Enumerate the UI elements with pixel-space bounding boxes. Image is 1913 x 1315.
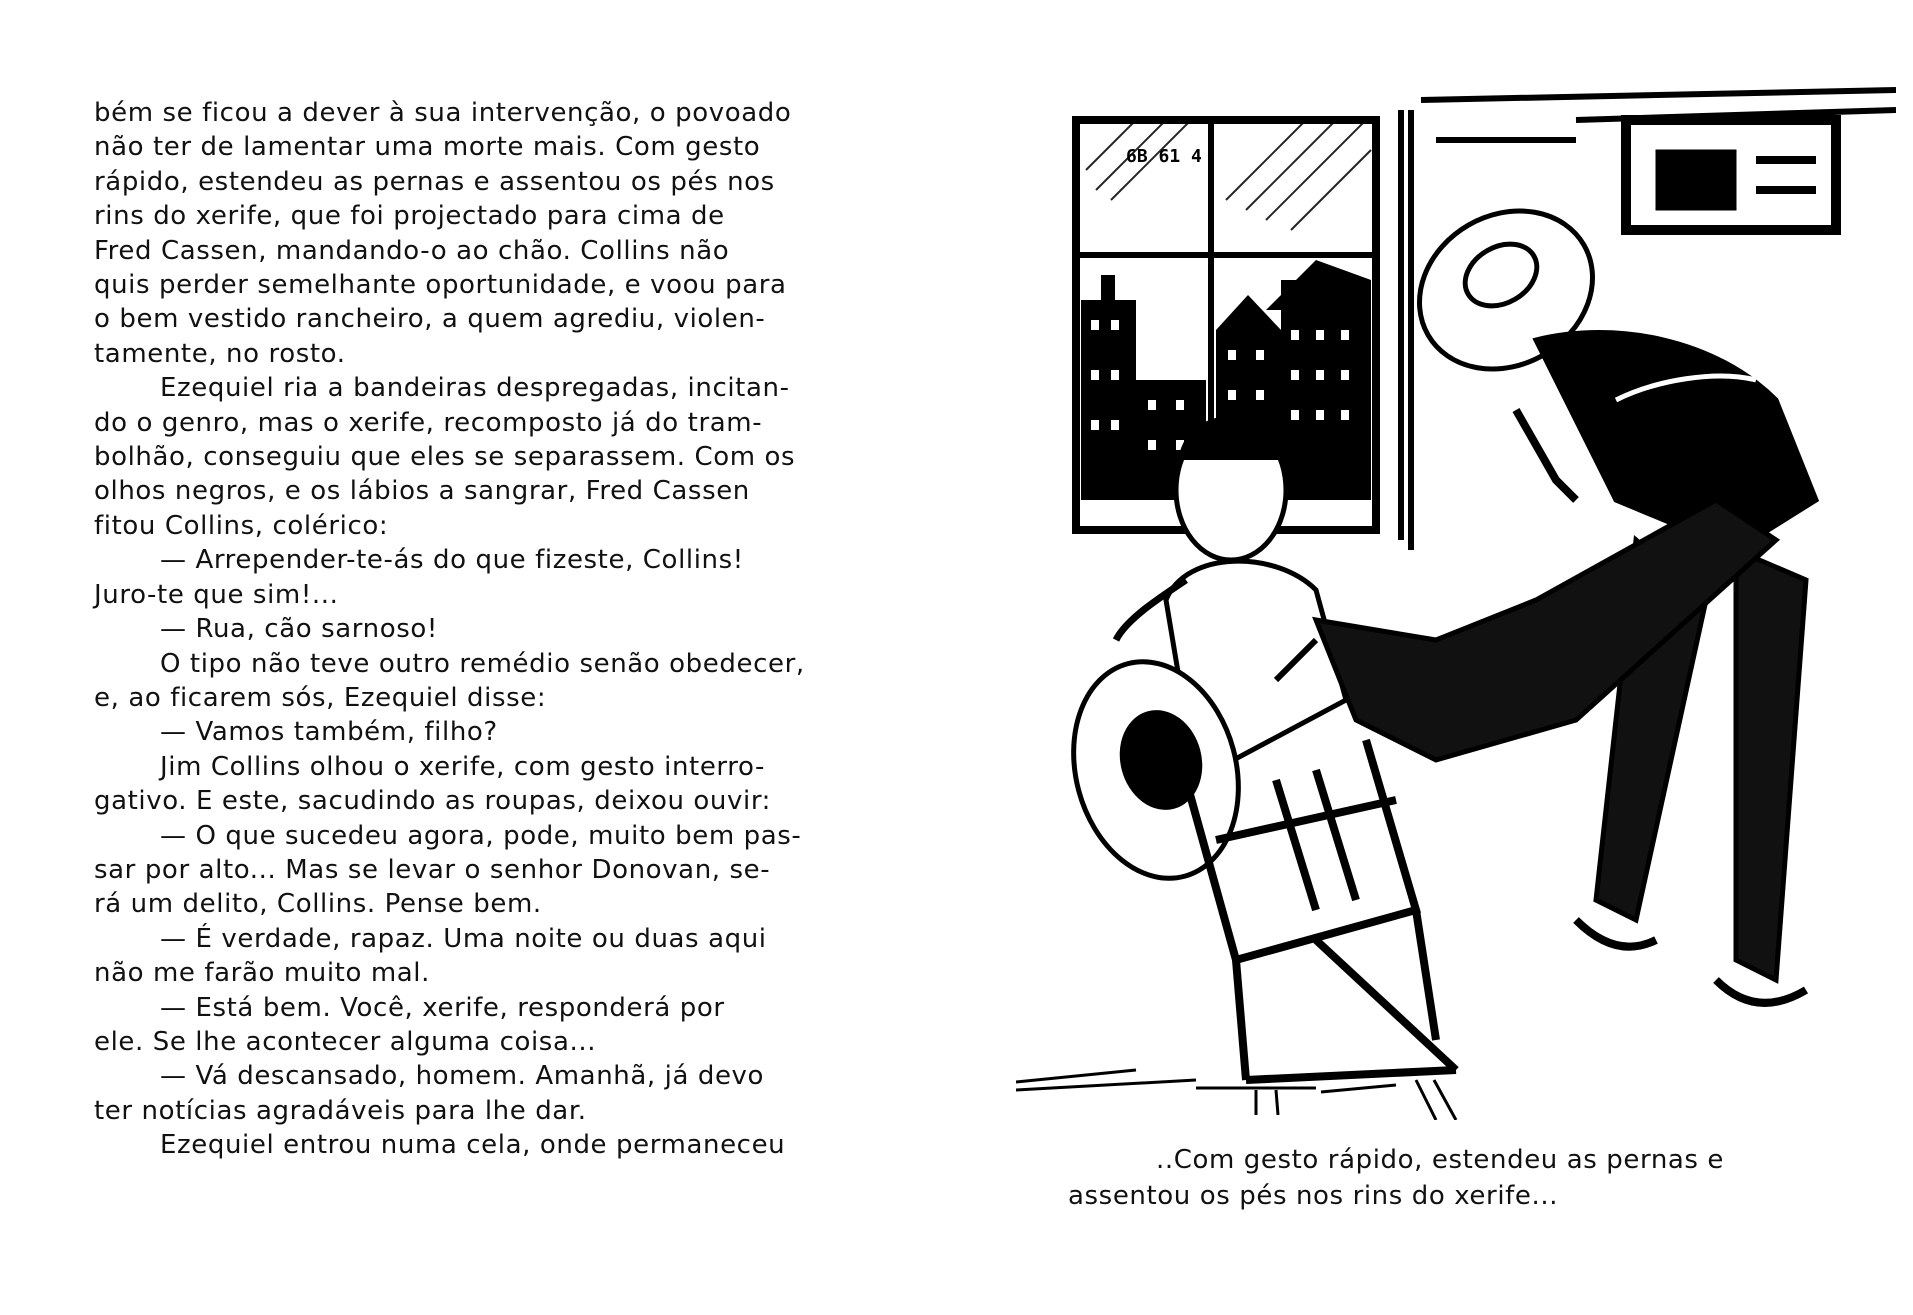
dialogue-line: — Arrepender-te-ás do que fizeste, Collins! — [160, 545, 744, 576]
text-line: gativo. E este, sacudindo as roupas, deixou ouvir: — [94, 786, 772, 817]
text-line: rins do xerife, que foi projectado para cima de — [94, 201, 725, 232]
text-line: Fred Cassen, mandando-o ao chão. Collins não — [94, 235, 730, 266]
text-line: bolhão, conseguiu que eles se separassem. Com os — [94, 442, 796, 473]
caption-line: assentou os pés nos rins do xerife... — [1068, 1181, 1559, 1211]
text-line: O tipo não teve outro remédio senão obedecer, — [160, 648, 805, 679]
text-line: ele. Se lhe acontecer alguma coisa... — [94, 1026, 597, 1057]
caption-line: ..Com gesto rápido, estendeu as pernas e — [1156, 1145, 1725, 1175]
text-line: e, ao ficarem sós, Ezequiel disse: — [94, 682, 547, 713]
text-line: sar por alto... Mas se levar o senhor Donovan, se- — [94, 854, 771, 885]
left-page — [0, 0, 956, 1315]
dialogue-line: — O que sucedeu agora, pode, muito bem pas- — [160, 820, 802, 851]
text-line: rápido, estendeu as pernas e assentou os pés nos — [94, 166, 775, 197]
text-line: Ezequiel ria a bandeiras despregadas, incitan- — [160, 373, 790, 404]
text-line: Juro-te que sim!... — [94, 579, 339, 610]
illustration-caption — [1068, 1142, 1828, 1214]
body-text — [94, 96, 858, 1163]
text-line: o bem vestido rancheiro, a quem agrediu, violen- — [94, 304, 766, 335]
text-line: ter notícias agradáveis para lhe dar. — [94, 1095, 587, 1126]
text-line: tamente, no rosto. — [94, 338, 346, 369]
window-sign-text: 6B 61 4 — [1126, 146, 1202, 167]
wall-picture — [1626, 120, 1836, 230]
dialogue-line: — É verdade, rapaz. Uma noite ou duas aqui — [160, 923, 767, 954]
text-line: do o genro, mas o xerife, recomposto já do tram- — [94, 407, 763, 438]
text-line: bém se ficou a dever à sua intervenção, o povoado — [94, 98, 792, 128]
dialogue-line: — Rua, cão sarnoso! — [160, 614, 438, 645]
ground-lines — [1016, 1070, 1456, 1120]
text-line: Jim Collins olhou o xerife, com gesto interro- — [160, 751, 765, 782]
right-page — [956, 0, 1913, 1315]
text-line: rá um delito, Collins. Pense bem. — [94, 889, 542, 920]
text-line: não me farão muito mal. — [94, 958, 430, 989]
dialogue-line: — Vá descansado, homem. Amanhã, já devo — [160, 1061, 765, 1092]
dialogue-line: — Vamos também, filho? — [160, 717, 498, 748]
dialogue-line: — Está bem. Você, xerife, responderá por — [160, 992, 725, 1023]
text-line: não ter de lamentar uma morte mais. Com gesto — [94, 132, 761, 163]
scene-illustration — [1016, 80, 1896, 1120]
text-line: Ezequiel entrou numa cela, onde permaneceu — [160, 1130, 786, 1161]
text-line: quis perder semelhante oportunidade, e voou para — [94, 270, 787, 301]
text-line: fitou Collins, colérico: — [94, 510, 389, 541]
text-line: olhos negros, e os lábios a sangrar, Fred Cassen — [94, 476, 750, 507]
